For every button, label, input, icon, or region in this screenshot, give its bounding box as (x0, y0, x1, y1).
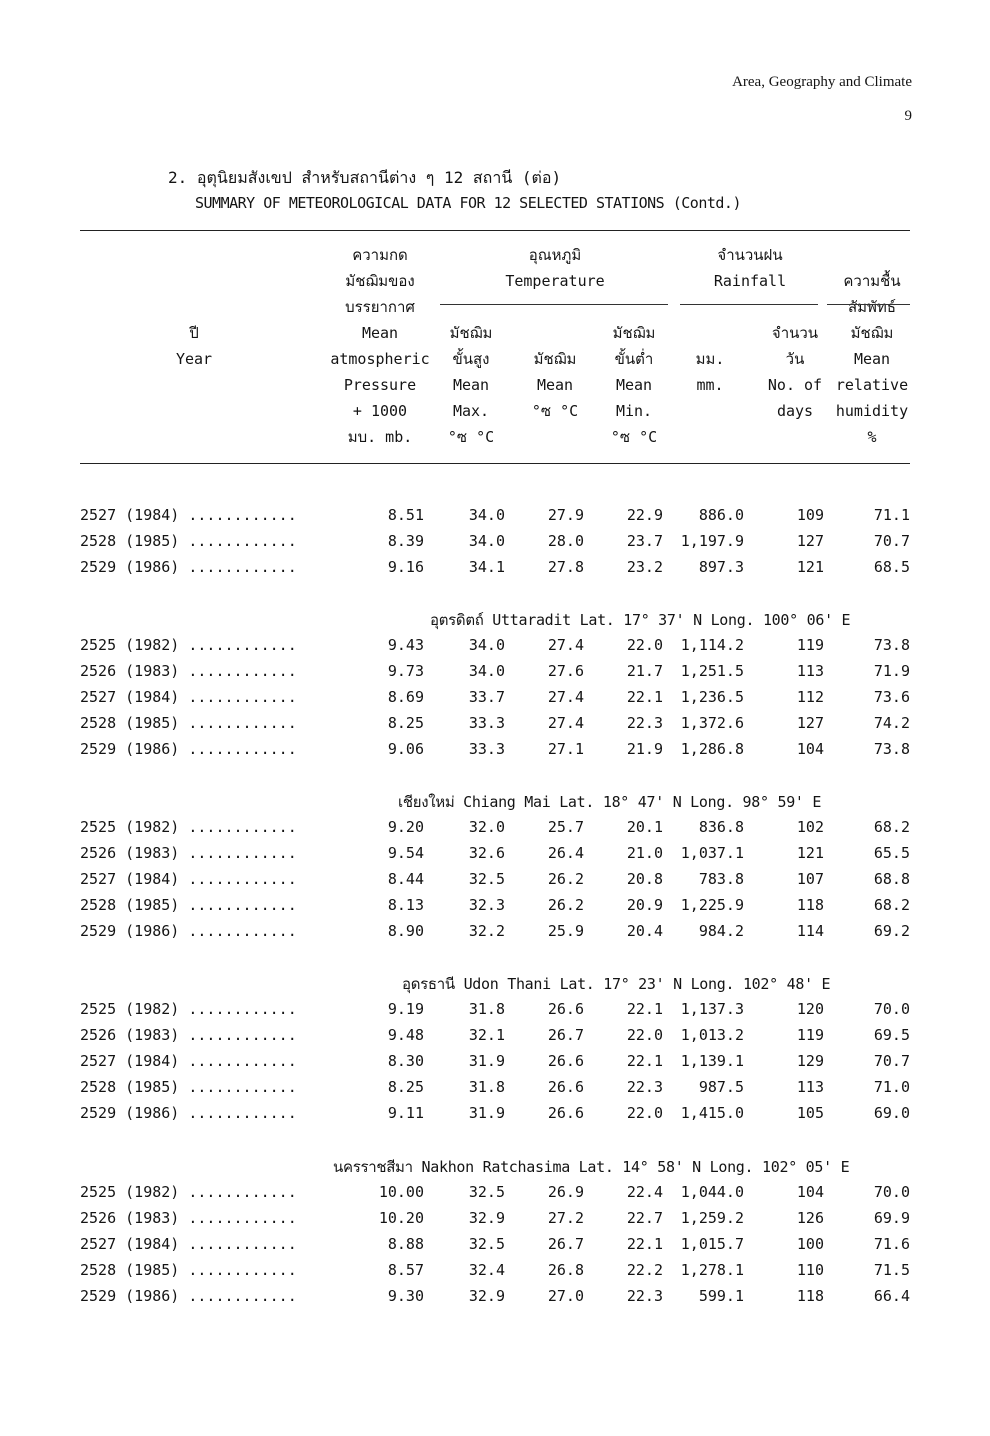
rain-days-cell: 110 (796, 1261, 824, 1279)
station-heading: เชียงใหม่ Chiang Mai Lat. 18° 47' N Long. 98° 59' E (398, 793, 822, 811)
mean-cell: 26.7 (547, 1235, 584, 1253)
table-row (80, 532, 910, 558)
mean-cell: 26.6 (547, 1052, 584, 1070)
pressure-cell: 9.43 (387, 636, 424, 654)
rain-days-cell: 104 (796, 740, 824, 758)
humidity-cell: 69.0 (873, 1104, 910, 1122)
pressure-cell: 9.20 (387, 818, 424, 836)
year-cell: 2525 (1982) ............ (80, 1000, 297, 1018)
pressure-cell: 8.25 (387, 714, 424, 732)
rainfall-cell: 886.0 (698, 506, 744, 524)
rainfall-cell: 1,278.1 (680, 1261, 744, 1279)
humidity-cell: 71.9 (873, 662, 910, 680)
mean-min-cell: 22.0 (626, 1104, 663, 1122)
rainfall-cell: 1,372.6 (680, 714, 744, 732)
mean-min-cell: 22.4 (626, 1183, 663, 1201)
rainfall-rule (680, 304, 818, 305)
mean-min-cell: 22.1 (626, 1052, 663, 1070)
pressure-cell: 8.90 (387, 922, 424, 940)
station-heading: อุดรธานี Udon Thani Lat. 17° 23' N Long. 102° 48' E (402, 975, 831, 993)
mean-min-cell: 20.4 (626, 922, 663, 940)
table-row (80, 714, 910, 740)
mean-max-cell: 34.0 (468, 636, 505, 654)
header-bottom-rule (80, 463, 910, 464)
rainfall-cell: 1,013.2 (680, 1026, 744, 1044)
mean-cell: 26.4 (547, 844, 584, 862)
mean-cell: 25.9 (547, 922, 584, 940)
humidity-cell: 73.6 (873, 688, 910, 706)
table-row (80, 1235, 910, 1261)
pressure-cell: 9.11 (387, 1104, 424, 1122)
rain-days-cell: 113 (796, 1078, 824, 1096)
year-cell: 2527 (1984) ............ (80, 1235, 297, 1253)
rain-days-cell: 119 (796, 636, 824, 654)
mean-max-cell: 32.4 (468, 1261, 505, 1279)
table-row (80, 896, 910, 922)
year-cell: 2529 (1986) ............ (80, 922, 297, 940)
header-mean-max: มัชฌิม ขั้นสูง Mean Max. °ซ °C (447, 324, 495, 446)
mean-min-cell: 22.0 (626, 1026, 663, 1044)
humidity-rule (827, 304, 910, 305)
rainfall-cell: 1,286.8 (680, 740, 744, 758)
pressure-cell: 9.30 (387, 1287, 424, 1305)
table-row (80, 558, 910, 584)
mean-min-cell: 22.1 (626, 688, 663, 706)
mean-min-cell: 22.2 (626, 1261, 663, 1279)
pressure-cell: 8.13 (387, 896, 424, 914)
mean-cell: 27.0 (547, 1287, 584, 1305)
pressure-cell: 8.25 (387, 1078, 424, 1096)
station-heading: นครราชสีมา Nakhon Ratchasima Lat. 14° 58' N Long. 102° 05' E (333, 1158, 850, 1176)
pressure-cell: 9.06 (387, 740, 424, 758)
year-cell: 2525 (1982) ............ (80, 818, 297, 836)
rain-days-cell: 104 (796, 1183, 824, 1201)
mean-cell: 26.6 (547, 1078, 584, 1096)
year-cell: 2529 (1986) ............ (80, 1287, 297, 1305)
mean-min-cell: 22.7 (626, 1209, 663, 1227)
mean-max-cell: 31.9 (468, 1104, 505, 1122)
table-title: 2. อุตุนิยมสังเขป สำหรับสถานีต่าง ๆ 12 สถานี (ต่อ) (168, 168, 562, 187)
mean-min-cell: 22.3 (626, 1287, 663, 1305)
rainfall-cell: 1,044.0 (680, 1183, 744, 1201)
mean-min-cell: 21.0 (626, 844, 663, 862)
pressure-cell: 9.19 (387, 1000, 424, 1018)
humidity-cell: 68.2 (873, 896, 910, 914)
pressure-cell: 8.30 (387, 1052, 424, 1070)
rainfall-cell: 836.8 (698, 818, 744, 836)
mean-min-cell: 21.7 (626, 662, 663, 680)
temperature-rule (440, 304, 668, 305)
header-rain-days: จำนวน วัน No. of days (767, 324, 823, 420)
humidity-cell: 68.8 (873, 870, 910, 888)
mean-cell: 27.4 (547, 688, 584, 706)
mean-max-cell: 34.1 (468, 558, 505, 576)
table-row (80, 662, 910, 688)
year-cell: 2528 (1985) ............ (80, 714, 297, 732)
table-row (80, 1209, 910, 1235)
mean-cell: 26.6 (547, 1000, 584, 1018)
header-rain-mm: มม. mm. (695, 350, 725, 394)
pressure-cell: 8.51 (387, 506, 424, 524)
mean-cell: 27.2 (547, 1209, 584, 1227)
table-subtitle: SUMMARY OF METEOROLOGICAL DATA FOR 12 SELECTED STATIONS (Contd.) (195, 194, 741, 212)
rain-days-cell: 102 (796, 818, 824, 836)
humidity-cell: 71.0 (873, 1078, 910, 1096)
mean-max-cell: 32.2 (468, 922, 505, 940)
table-row (80, 1104, 910, 1130)
table-row (80, 506, 910, 532)
table-row (80, 870, 910, 896)
humidity-cell: 71.1 (873, 506, 910, 524)
top-rule (80, 230, 910, 231)
rainfall-cell: 599.1 (698, 1287, 744, 1305)
mean-cell: 25.7 (547, 818, 584, 836)
rain-days-cell: 109 (796, 506, 824, 524)
mean-min-cell: 23.7 (626, 532, 663, 550)
header-temperature-group: อุณหภูมิ Temperature (505, 246, 605, 290)
mean-max-cell: 31.8 (468, 1000, 505, 1018)
mean-max-cell: 32.6 (468, 844, 505, 862)
year-cell: 2529 (1986) ............ (80, 1104, 297, 1122)
mean-cell: 27.9 (547, 506, 584, 524)
humidity-cell: 66.4 (873, 1287, 910, 1305)
humidity-cell: 70.0 (873, 1000, 910, 1018)
rainfall-cell: 1,236.5 (680, 688, 744, 706)
mean-cell: 27.1 (547, 740, 584, 758)
header-mean: มัชฌิม Mean °ซ °C (531, 350, 579, 420)
table-row (80, 1000, 910, 1026)
mean-max-cell: 31.9 (468, 1052, 505, 1070)
year-cell: 2528 (1985) ............ (80, 1261, 297, 1279)
year-cell: 2526 (1983) ............ (80, 662, 297, 680)
year-cell: 2528 (1985) ............ (80, 1078, 297, 1096)
mean-max-cell: 32.5 (468, 1183, 505, 1201)
rainfall-cell: 1,139.1 (680, 1052, 744, 1070)
rainfall-cell: 1,137.3 (680, 1000, 744, 1018)
humidity-cell: 68.5 (873, 558, 910, 576)
rain-days-cell: 119 (796, 1026, 824, 1044)
pressure-cell: 8.57 (387, 1261, 424, 1279)
mean-max-cell: 34.0 (468, 532, 505, 550)
humidity-cell: 73.8 (873, 636, 910, 654)
rain-days-cell: 114 (796, 922, 824, 940)
table-row (80, 1078, 910, 1104)
humidity-cell: 74.2 (873, 714, 910, 732)
pressure-cell: 8.69 (387, 688, 424, 706)
pressure-cell: 9.48 (387, 1026, 424, 1044)
mean-max-cell: 34.0 (468, 662, 505, 680)
humidity-cell: 71.6 (873, 1235, 910, 1253)
year-cell: 2528 (1985) ............ (80, 896, 297, 914)
year-cell: 2529 (1986) ............ (80, 558, 297, 576)
mean-min-cell: 20.1 (626, 818, 663, 836)
rain-days-cell: 100 (796, 1235, 824, 1253)
mean-cell: 27.4 (547, 636, 584, 654)
year-cell: 2526 (1983) ............ (80, 844, 297, 862)
mean-cell: 27.6 (547, 662, 584, 680)
rain-days-cell: 129 (796, 1052, 824, 1070)
table-row (80, 1052, 910, 1078)
pressure-cell: 9.16 (387, 558, 424, 576)
mean-max-cell: 32.9 (468, 1209, 505, 1227)
header-year: ปี Year (175, 324, 213, 368)
humidity-cell: 69.2 (873, 922, 910, 940)
rain-days-cell: 121 (796, 844, 824, 862)
mean-max-cell: 33.7 (468, 688, 505, 706)
rain-days-cell: 118 (796, 1287, 824, 1305)
humidity-cell: 70.7 (873, 532, 910, 550)
mean-min-cell: 22.0 (626, 636, 663, 654)
page-number: 9 (904, 108, 912, 124)
mean-cell: 26.7 (547, 1026, 584, 1044)
rain-days-cell: 121 (796, 558, 824, 576)
table-row (80, 740, 910, 766)
mean-cell: 26.8 (547, 1261, 584, 1279)
rain-days-cell: 120 (796, 1000, 824, 1018)
rainfall-cell: 984.2 (698, 922, 744, 940)
mean-cell: 26.6 (547, 1104, 584, 1122)
year-cell: 2527 (1984) ............ (80, 506, 297, 524)
pressure-cell: 10.20 (378, 1209, 424, 1227)
mean-max-cell: 31.8 (468, 1078, 505, 1096)
table-row (80, 1183, 910, 1209)
station-heading: อุตรดิตถ์ Uttaradit Lat. 17° 37' N Long. 100° 06' E (430, 611, 851, 629)
humidity-cell: 70.7 (873, 1052, 910, 1070)
mean-max-cell: 34.0 (468, 506, 505, 524)
mean-max-cell: 32.5 (468, 1235, 505, 1253)
humidity-cell: 65.5 (873, 844, 910, 862)
rainfall-cell: 1,114.2 (680, 636, 744, 654)
rain-days-cell: 112 (796, 688, 824, 706)
rainfall-cell: 987.5 (698, 1078, 744, 1096)
table-row (80, 922, 910, 948)
rainfall-cell: 897.3 (698, 558, 744, 576)
mean-min-cell: 20.9 (626, 896, 663, 914)
rain-days-cell: 127 (796, 714, 824, 732)
mean-max-cell: 33.3 (468, 740, 505, 758)
mean-cell: 27.4 (547, 714, 584, 732)
mean-max-cell: 32.1 (468, 1026, 505, 1044)
table-row (80, 688, 910, 714)
rainfall-cell: 1,415.0 (680, 1104, 744, 1122)
mean-cell: 26.2 (547, 870, 584, 888)
mean-min-cell: 22.1 (626, 1235, 663, 1253)
rain-days-cell: 107 (796, 870, 824, 888)
mean-cell: 27.8 (547, 558, 584, 576)
rain-days-cell: 127 (796, 532, 824, 550)
pressure-cell: 10.00 (378, 1183, 424, 1201)
table-row (80, 1287, 910, 1313)
year-cell: 2527 (1984) ............ (80, 870, 297, 888)
humidity-cell: 70.0 (873, 1183, 910, 1201)
year-cell: 2528 (1985) ............ (80, 532, 297, 550)
table-row (80, 1261, 910, 1287)
year-cell: 2529 (1986) ............ (80, 740, 297, 758)
mean-max-cell: 32.0 (468, 818, 505, 836)
rainfall-cell: 1,251.5 (680, 662, 744, 680)
year-cell: 2526 (1983) ............ (80, 1026, 297, 1044)
rain-days-cell: 105 (796, 1104, 824, 1122)
humidity-cell: 71.5 (873, 1261, 910, 1279)
table-row (80, 1026, 910, 1052)
mean-max-cell: 32.9 (468, 1287, 505, 1305)
year-cell: 2527 (1984) ............ (80, 1052, 297, 1070)
rainfall-cell: 783.8 (698, 870, 744, 888)
mean-min-cell: 21.9 (626, 740, 663, 758)
pressure-cell: 9.54 (387, 844, 424, 862)
table-row (80, 818, 910, 844)
rain-days-cell: 118 (796, 896, 824, 914)
rainfall-cell: 1,015.7 (680, 1235, 744, 1253)
year-cell: 2527 (1984) ............ (80, 688, 297, 706)
year-cell: 2526 (1983) ............ (80, 1209, 297, 1227)
humidity-cell: 73.8 (873, 740, 910, 758)
header-mean-min: มัชฌิม ขั้นต่ำ Mean Min. °ซ °C (610, 324, 658, 446)
mean-cell: 26.9 (547, 1183, 584, 1201)
header-humidity: ความชื้น สัมพัทธ์ มัชฌิม Mean relative humidity % (835, 272, 909, 446)
running-head: Area, Geography and Climate (732, 74, 912, 90)
pressure-cell: 8.44 (387, 870, 424, 888)
rainfall-cell: 1,259.2 (680, 1209, 744, 1227)
rain-days-cell: 113 (796, 662, 824, 680)
mean-min-cell: 20.8 (626, 870, 663, 888)
mean-max-cell: 33.3 (468, 714, 505, 732)
mean-min-cell: 22.1 (626, 1000, 663, 1018)
mean-cell: 28.0 (547, 532, 584, 550)
humidity-cell: 69.9 (873, 1209, 910, 1227)
mean-min-cell: 23.2 (626, 558, 663, 576)
table-row (80, 636, 910, 662)
year-cell: 2525 (1982) ............ (80, 636, 297, 654)
year-cell: 2525 (1982) ............ (80, 1183, 297, 1201)
mean-min-cell: 22.3 (626, 714, 663, 732)
pressure-cell: 8.39 (387, 532, 424, 550)
rainfall-cell: 1,037.1 (680, 844, 744, 862)
rainfall-cell: 1,225.9 (680, 896, 744, 914)
humidity-cell: 69.5 (873, 1026, 910, 1044)
pressure-cell: 8.88 (387, 1235, 424, 1253)
header-rainfall-group: จำนวนฝน Rainfall (713, 246, 787, 290)
mean-cell: 26.2 (547, 896, 584, 914)
mean-min-cell: 22.3 (626, 1078, 663, 1096)
mean-min-cell: 22.9 (626, 506, 663, 524)
rain-days-cell: 126 (796, 1209, 824, 1227)
table-row (80, 844, 910, 870)
pressure-cell: 9.73 (387, 662, 424, 680)
rainfall-cell: 1,197.9 (680, 532, 744, 550)
header-pressure: ความกด มัชฌิมของ บรรยากาศ Mean atmospheric Pressure + 1000 มบ. mb. (330, 246, 430, 446)
mean-max-cell: 32.3 (468, 896, 505, 914)
mean-max-cell: 32.5 (468, 870, 505, 888)
humidity-cell: 68.2 (873, 818, 910, 836)
